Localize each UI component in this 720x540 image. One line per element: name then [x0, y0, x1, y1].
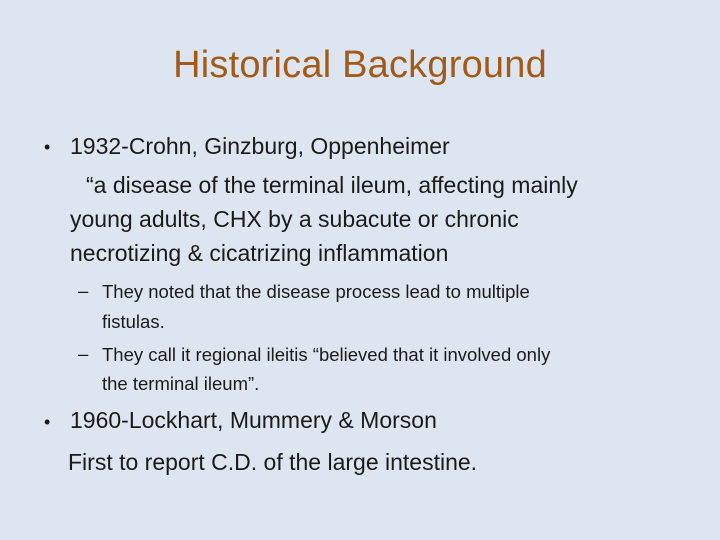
item2-heading: 1960-Lockhart, Mummery & Morson	[70, 407, 437, 433]
item1-quote-line-3: necrotizing & cicatrizing inflammation	[70, 240, 449, 266]
subitem1-line-1: They noted that the disease process lead to multiple	[102, 281, 530, 302]
item1-quote-line-1: “a disease of the terminal ileum, affecting mainly	[86, 172, 578, 198]
subitem2-line-1: They call it regional ileitis “believed that it involved only	[102, 344, 551, 365]
item2-line-2: First to report C.D. of the large intestine.	[68, 449, 478, 475]
item1-heading: 1932-Crohn, Ginzburg, Oppenheimer	[70, 133, 450, 159]
dash-icon: –	[78, 280, 89, 301]
dash-icon: –	[78, 343, 89, 364]
bullet-icon: •	[44, 412, 51, 432]
bullet-icon: •	[44, 137, 51, 157]
item1-quote-line-2: young adults, CHX by a subacute or chronic	[70, 206, 519, 232]
subitem1-line-2: fistulas.	[102, 311, 165, 332]
subitem2-line-2: the terminal ileum”.	[102, 373, 260, 394]
slide-title: Historical Background	[173, 44, 547, 86]
